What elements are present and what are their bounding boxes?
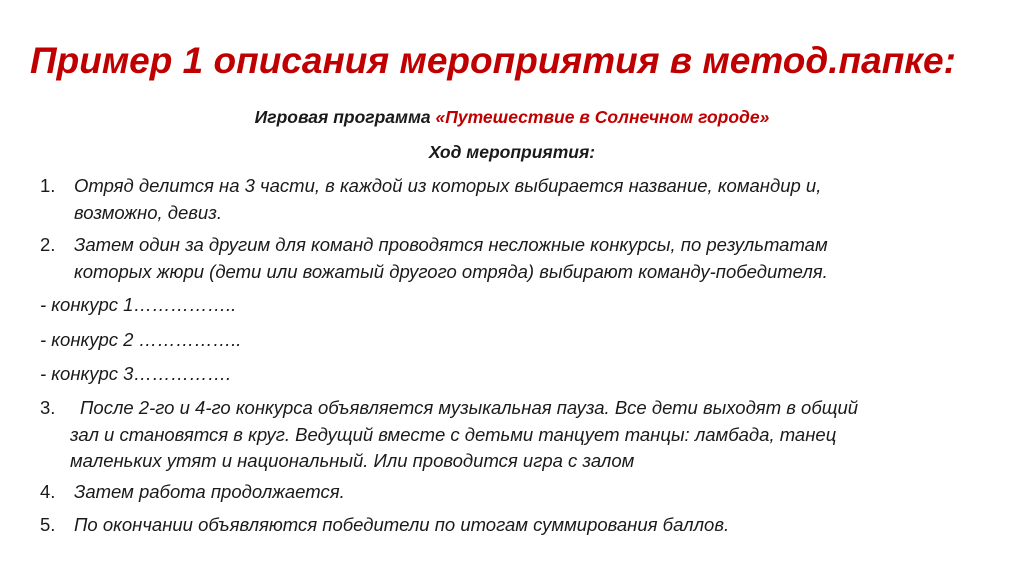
item-text-line: По окончании объявляются победители по итогам суммирования баллов. — [74, 514, 730, 535]
item-number: 2. — [40, 234, 56, 255]
program-type: Игровая программа — [254, 107, 436, 127]
item-number: 5. — [40, 514, 56, 535]
item-text-line: зал и становятся в круг. Ведущий вместе с детьми танцует танцы: ламбада, танец — [70, 424, 837, 445]
program-name: «Путешествие в Солнечном городе» — [435, 107, 770, 127]
item-text-line: Затем работа продолжается. — [74, 481, 345, 502]
item-text-line: Отряд делится на 3 части, в каждой из которых выбирается название, командир и, — [74, 175, 822, 196]
contest-line: - конкурс 1…………….. — [40, 294, 237, 315]
item-text-line: возможно, девиз. — [74, 202, 222, 223]
program-subtitle — [0, 107, 1024, 128]
item-number: 1. — [40, 175, 56, 196]
contest-line: - конкурс 2 …………….. — [40, 329, 242, 350]
item-number: 4. — [40, 481, 56, 502]
slide-title: Пример 1 описания мероприятия в метод.папке: — [30, 40, 956, 81]
section-heading: Ход мероприятия: — [428, 142, 596, 162]
item-text-line: которых жюри (дети или вожатый другого отряда) выбирают команду-победителя. — [74, 261, 828, 282]
item-text-line: маленьких утят и национальный. Или проводится игра с залом — [70, 450, 635, 471]
item-number: 3. — [40, 397, 56, 418]
item-text-line: После 2-го и 4-го конкурса объявляется музыкальная пауза. Все дети выходят в общий — [80, 397, 859, 418]
contest-line: - конкурс 3……………. — [40, 363, 232, 384]
item-text-line: Затем один за другим для команд проводятся несложные конкурсы, по результатам — [74, 234, 828, 255]
